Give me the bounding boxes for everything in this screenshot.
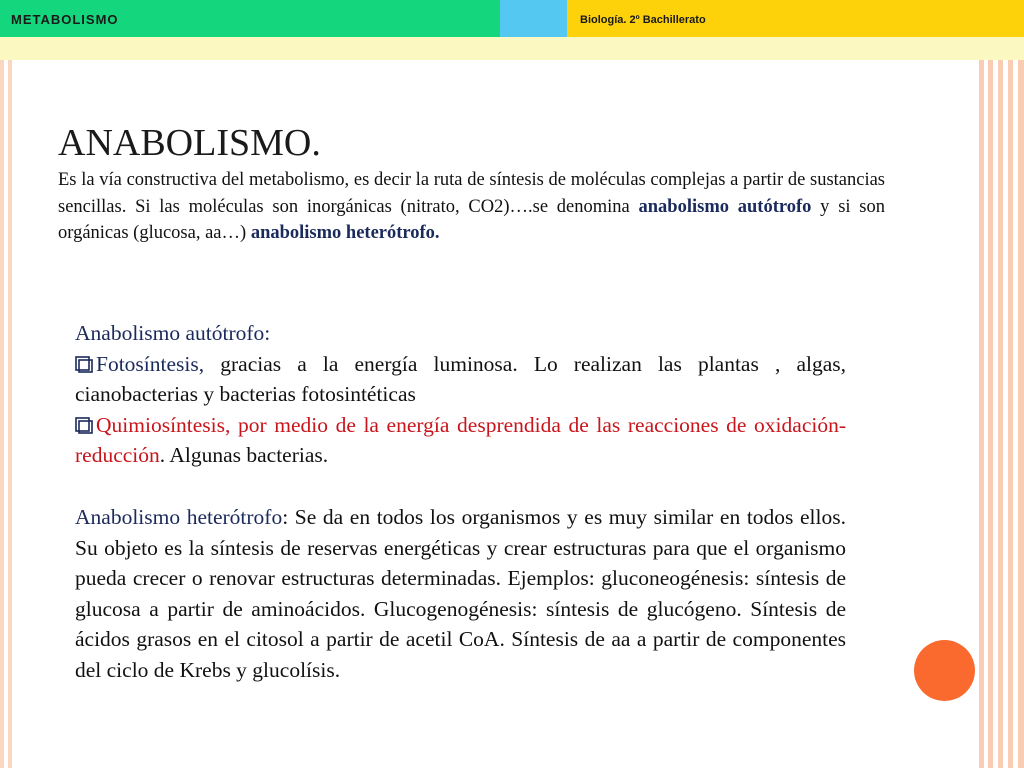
checkbox-bullet-icon (75, 356, 93, 373)
heterotrofo-section (75, 502, 846, 685)
header-right-label: Biología. 2º Bachillerato (580, 14, 706, 26)
term-anabolismo-heterotrofo: anabolismo heterótrofo. (250, 223, 440, 243)
heterotrofo-heading: Anabolismo heterótrofo (75, 505, 283, 529)
header-left-label: METABOLISMO (11, 12, 119, 27)
left-stripe (8, 60, 12, 768)
right-stripe (1018, 60, 1024, 768)
list-item (75, 349, 846, 410)
quimiosintesis-term: Quimiosíntesis, por medio de la energía desprendida de las reacciones de oxidación-reducción (75, 412, 846, 467)
fotosintesis-term: Fotosíntesis, (96, 351, 205, 376)
slide-title: ANABOLISMO. (58, 122, 321, 164)
autotrofo-heading: Anabolismo autótrofo: (75, 321, 271, 345)
intro-text: Es la vía constructiva del metabolismo, es decir la ruta de síntesis de moléculas complejas a partir de sustancias sencillas. Si las moléculas son inorgánicas (nitrato, CO2)….se denomina (58, 170, 885, 217)
checkbox-bullet-icon (75, 417, 93, 434)
right-stripe (1008, 60, 1013, 768)
quimiosintesis-text: . Algunas bacterias. (159, 443, 329, 467)
intro-paragraph (58, 167, 885, 247)
header-pale-band (0, 37, 1024, 60)
term-anabolismo-autotrofo: anabolismo autótrofo (638, 196, 812, 217)
fotosintesis-text: gracias a la energía luminosa. Lo realizan las plantas , algas, cianobacterias y bacterias fotosintéticas (75, 351, 846, 406)
right-stripe (979, 60, 984, 768)
right-stripe (988, 60, 993, 768)
header-blue-bar (500, 0, 567, 37)
decorative-circle (914, 640, 975, 701)
intro-text: y si son orgánicas (glucosa, aa…) (58, 196, 885, 243)
heterotrofo-text: : Se da en todos los organismos y es muy similar en todos ellos. Su objeto es la síntesis de reservas energéticas y crear estructuras para que el organismo pueda crecer o renovar estructuras determinadas. Ejemplos: gluconeogénesis: síntesis de glucosa a partir de aminoácidos. Glucogenogénesis: síntesis de glucógeno. Síntesis de ácidos grasos en el citosol a partir de acetil CoA. Síntesis de aa a partir de componentes del ciclo de Krebs y glucolísis. (75, 505, 846, 682)
list-item (75, 410, 846, 471)
left-stripe (0, 60, 4, 768)
autotrofo-section (75, 318, 846, 471)
right-stripe (998, 60, 1003, 768)
